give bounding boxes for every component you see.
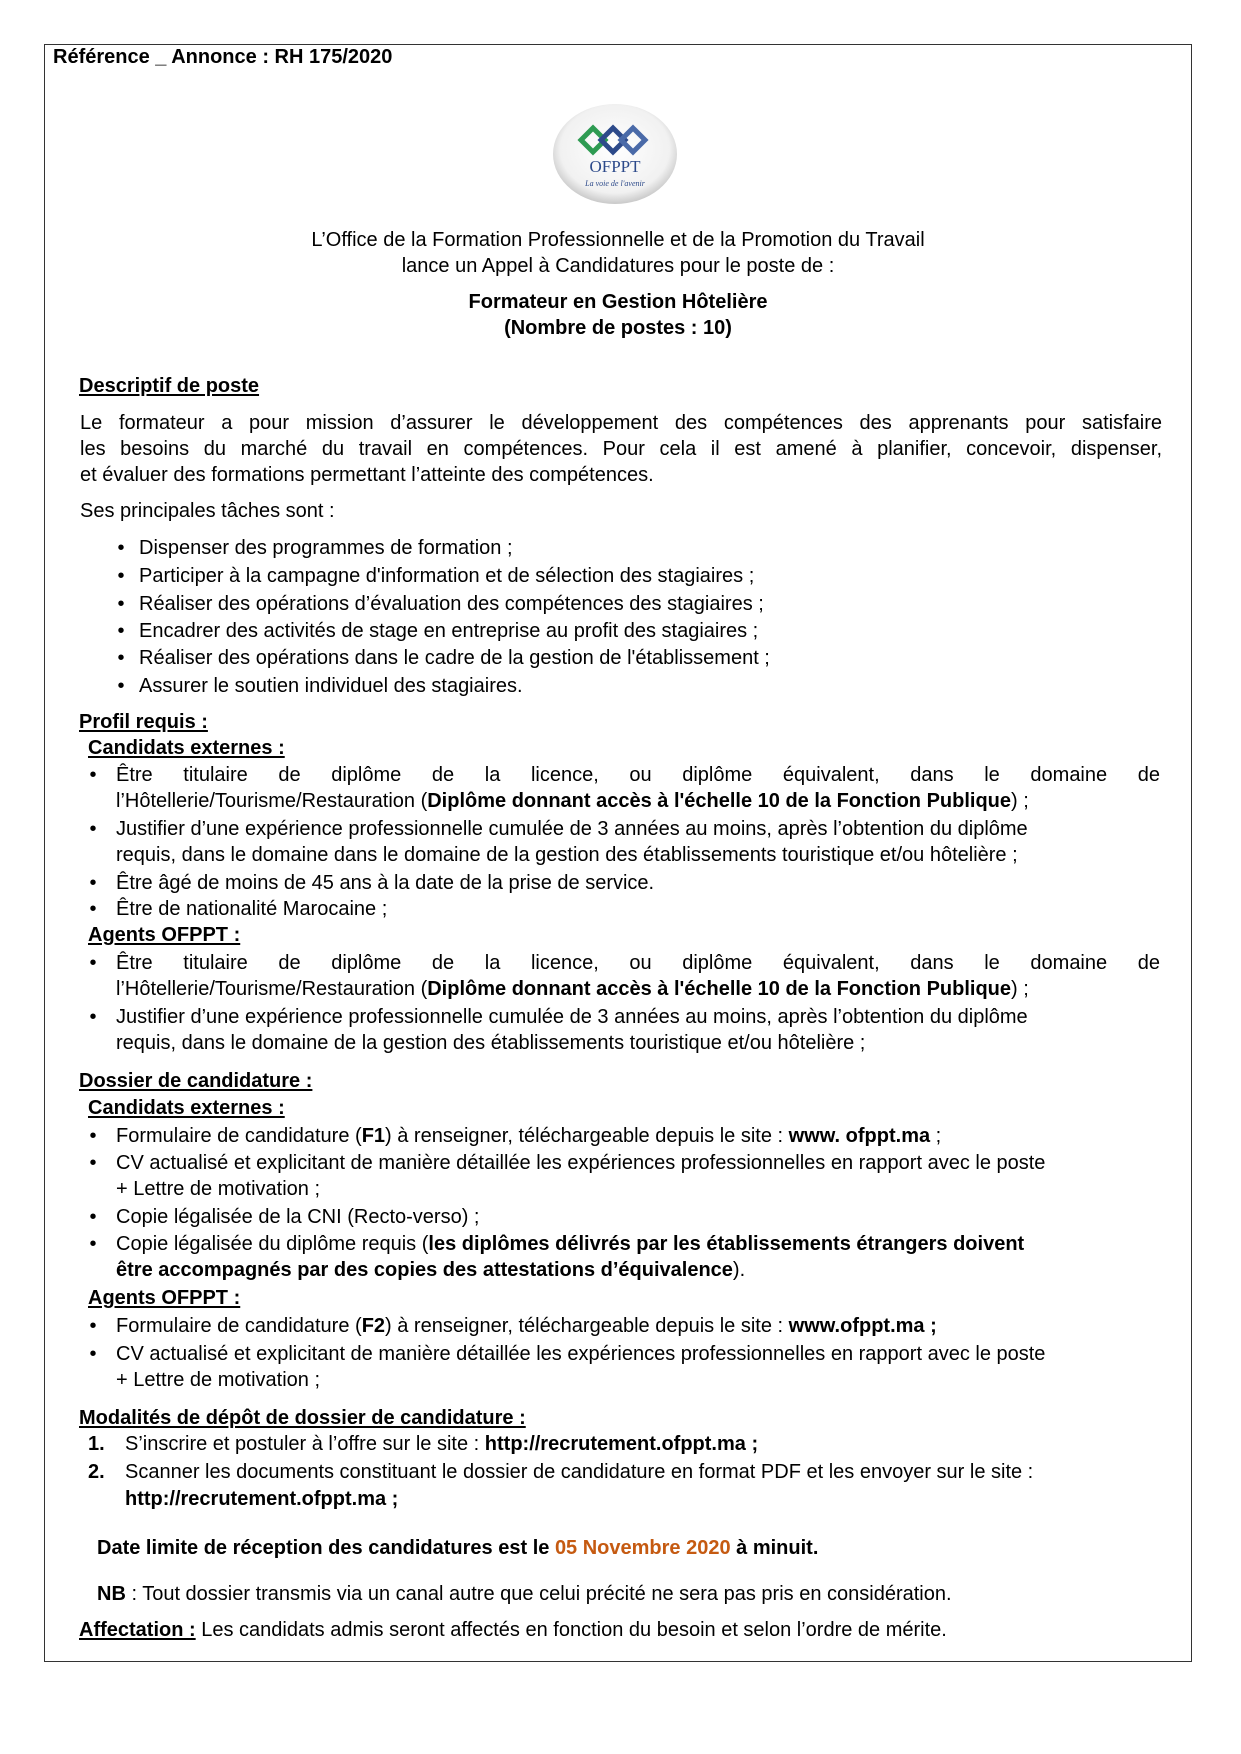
profile-external-item-2a: Justifier d’une expérience professionnelle cumulée de 3 années au moins, après l’obtention du diplôme [116, 818, 1028, 840]
modalites-step-1: S’inscrire et postuler à l’offre sur le site : http://recrutement.ofppt.ma ; [125, 1433, 759, 1455]
step-number: 1. [88, 1433, 105, 1455]
list-item: Participer à la campagne d'information et de sélection des stagiaires ; [139, 565, 755, 587]
intro-line-2: lance un Appel à Candidatures pour le poste de : [401, 255, 835, 277]
bullet: • [89, 1206, 97, 1228]
bullet: • [89, 1233, 97, 1255]
ofppt-logo [551, 102, 679, 206]
bullet: • [117, 565, 125, 587]
list-item: Assurer le soutien individuel des stagiaires. [139, 675, 523, 697]
bullet: • [117, 675, 125, 697]
dossier-external-item-3: Copie légalisée de la CNI (Recto-verso) ; [116, 1206, 480, 1228]
logo-tagline: La voie de l'avenir [585, 179, 645, 188]
recruitment-link: http://recrutement.ofppt.ma ; [484, 1433, 759, 1455]
bullet: • [89, 1006, 97, 1028]
profile-external-item-3: Être âgé de moins de 45 ans à la date de la prise de service. [116, 872, 655, 894]
tasks-intro: Ses principales tâches sont : [80, 500, 335, 522]
profile-agents-item-1a: Être titulaire de diplôme de la licence, ou diplôme équivalent, dans le domaine de [116, 952, 1160, 974]
dossier-agents-item-2a: CV actualisé et explicitant de manière détaillée les expériences professionnelles en rapport avec le poste [116, 1343, 1046, 1365]
dossier-external-item-4b: être accompagnés par des copies des attestations d’équivalence). [116, 1259, 746, 1281]
modalites-heading: Modalités de dépôt de dossier de candidature : [79, 1407, 526, 1429]
bullet: • [89, 898, 97, 920]
bullet: • [89, 1152, 97, 1174]
profile-heading: Profil requis : [79, 711, 208, 733]
modalites-step-2a: Scanner les documents constituant le dossier de candidature en format PDF et les envoyer sur le site : [125, 1461, 1034, 1483]
affectation-note: Affectation : Les candidats admis seront affectés en fonction du besoin et selon l’ordre de mérite. [79, 1619, 947, 1641]
step-number: 2. [88, 1461, 105, 1483]
list-item: Dispenser des programmes de formation ; [139, 537, 513, 559]
profile-external-heading: Candidats externes : [88, 737, 285, 759]
job-title: Formateur en Gestion Hôtelière [468, 291, 768, 313]
profile-external-item-4: Être de nationalité Marocaine ; [116, 898, 388, 920]
deadline: Date limite de réception des candidatures est le 05 Novembre 2020 à minuit. [97, 1537, 819, 1559]
profile-external-item-1a: Être titulaire de diplôme de la licence, ou diplôme équivalent, dans le domaine de [116, 764, 1160, 786]
profile-agents-item-1b: l’Hôtellerie/Tourisme/Restauration (Diplôme donnant accès à l'échelle 10 de la Fonction Publique) ; [116, 978, 1029, 1000]
profile-agents-item-2a: Justifier d’une expérience professionnelle cumulée de 3 années au moins, après l’obtention du diplôme [116, 1006, 1028, 1028]
recruitment-link: http://recrutement.ofppt.ma ; [125, 1488, 399, 1510]
description-heading: Descriptif de poste [79, 375, 260, 397]
bullet: • [89, 764, 97, 786]
bullet: • [89, 1315, 97, 1337]
intro-line-1: L’Office de la Formation Professionnelle et de la Promotion du Travail [311, 229, 925, 251]
profile-external-item-2b: requis, dans le domaine dans le domaine de la gestion des établissements touristique et/ou hôtelière ; [116, 844, 1018, 866]
deadline-date: 05 Novembre 2020 [554, 1537, 731, 1559]
dossier-heading: Dossier de candidature : [79, 1070, 313, 1092]
site-link: www.ofppt.ma ; [788, 1315, 937, 1337]
bullet: • [117, 593, 125, 615]
bullet: • [89, 1125, 97, 1147]
logo-name: OFPPT [589, 157, 641, 176]
description-line-3: et évaluer des formations permettant l’atteinte des compétences. [80, 464, 654, 486]
dossier-external-item-2b: + Lettre de motivation ; [116, 1178, 321, 1200]
reference-number: Référence _ Annonce : RH 175/2020 [53, 46, 393, 68]
dossier-external-item-1: Formulaire de candidature (F1) à renseigner, téléchargeable depuis le site : www. ofppt.ma ; [116, 1125, 942, 1147]
bullet: • [117, 537, 125, 559]
nb-note: NB : Tout dossier transmis via un canal autre que celui précité ne sera pas pris en considération. [97, 1583, 952, 1605]
positions-count: (Nombre de postes : 10) [504, 317, 732, 339]
dossier-external-item-2a: CV actualisé et explicitant de manière détaillée les expériences professionnelles en rapport avec le poste [116, 1152, 1046, 1174]
list-item: Encadrer des activités de stage en entreprise au profit des stagiaires ; [139, 620, 759, 642]
dossier-agents-item-1: Formulaire de candidature (F2) à renseigner, téléchargeable depuis le site : www.ofppt.ma ; [116, 1315, 937, 1337]
profile-agents-heading: Agents OFPPT : [88, 924, 241, 946]
bullet: • [117, 620, 125, 642]
bullet: • [117, 647, 125, 669]
description-line-2: les besoins du marché du travail en compétences. Pour cela il est amené à planifier, concevoir, dispenser, [80, 438, 1162, 460]
bullet: • [89, 952, 97, 974]
dossier-external-heading: Candidats externes : [88, 1097, 285, 1119]
profile-agents-item-2b: requis, dans le domaine de la gestion des établissements touristique et/ou hôtelière ; [116, 1032, 866, 1054]
dossier-agents-heading: Agents OFPPT : [88, 1287, 241, 1309]
bullet: • [89, 818, 97, 840]
list-item: Réaliser des opérations d’évaluation des compétences des stagiaires ; [139, 593, 764, 615]
bullet: • [89, 872, 97, 894]
dossier-agents-item-2b: + Lettre de motivation ; [116, 1369, 321, 1391]
profile-external-item-1b: l’Hôtellerie/Tourisme/Restauration (Diplôme donnant accès à l'échelle 10 de la Fonction Publique) ; [116, 790, 1029, 812]
site-link: www. ofppt.ma [788, 1125, 931, 1147]
dossier-external-item-4a: Copie légalisée du diplôme requis (les diplômes délivrés par les établissements étrangers doivent [116, 1233, 1025, 1255]
bullet: • [89, 1343, 97, 1365]
description-line-1: Le formateur a pour mission d’assurer le développement des compétences des apprenants pour satisfaire [80, 412, 1162, 434]
list-item: Réaliser des opérations dans le cadre de la gestion de l'établissement ; [139, 647, 770, 669]
